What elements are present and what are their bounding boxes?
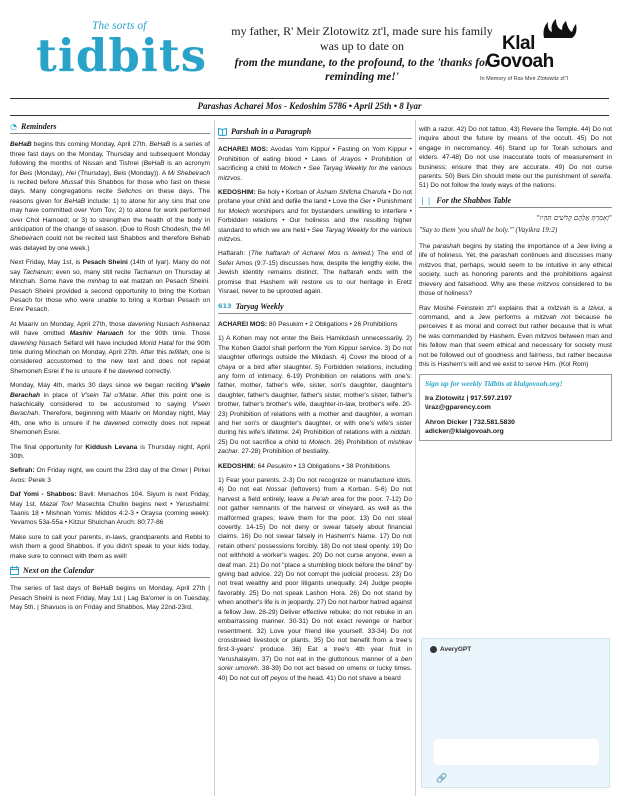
column-right bbox=[419, 125, 612, 441]
text-run: Next Friday, May 1st, is bbox=[10, 259, 83, 267]
paragraph bbox=[10, 443, 210, 462]
paragraph bbox=[10, 490, 210, 528]
column-middle bbox=[218, 125, 412, 688]
text-run: sereifa bbox=[590, 173, 611, 181]
text-run: Mi Shebeirach bbox=[167, 169, 210, 177]
text-run: Pesukim bbox=[266, 462, 293, 470]
contact-email[interactable]: adicker@klalgovoah.org bbox=[425, 427, 504, 435]
text-run: Pesach Sheini bbox=[82, 259, 128, 267]
text-run: between man and his fellow man that seem ethical and necessary for society must not be followed out of goodness and fairness, but rather because this is Hashem's will and we exist to serve Him. (Kol Rom) bbox=[419, 332, 612, 368]
text-run: On Friday night, we count the 23rd day of the bbox=[34, 467, 172, 475]
text-run: begins this coming Monday, April 27th. bbox=[31, 141, 150, 149]
dedication-italic: from the mundane, to the profound, to the 'thanks for reminding me!' bbox=[234, 57, 490, 83]
calendar-header bbox=[10, 566, 210, 578]
text-run: Sefirah: bbox=[10, 467, 35, 475]
text-run: V'sein Berachah bbox=[10, 400, 210, 418]
text-run: for the 90th time during Minchah on Monday, April 27th. After this bbox=[10, 339, 210, 356]
text-run: KEDOSHIM: bbox=[218, 462, 256, 470]
text-run: . 38-39) Do not act based on omens or lucky times. 40) Do not cut off bbox=[218, 665, 412, 682]
sub-rule bbox=[10, 115, 609, 116]
ad-logo bbox=[430, 646, 471, 653]
text-run: Haftarah: ( bbox=[218, 250, 251, 258]
text-run: area for the poor. 7-12) Do not gather remnants of the harvest or vineyard, as well as the malformed grapes; leave them for the poor. 13) Do not steal covertly. 14-15) Do not deny or swear falsely about financial claims. 16) Do not swear falsely in Hashem's Name. 17) Do not retain others' possessions forcibly. 18) Do not steal openly. 19) Do not withhold a worker's wages. 20) Do not curse anyone, even a deaf man. 21) Do not "place a stumbling block before the blind" by giving bad advice. 22) Do not corrupt the judicial process. 23) Do not treat wealthy and poor litigants unequally. 24) Judge people favorably. 25) Do not speak Lashon Hora. 26) Do not stand by when another's life is in jeopardy. 27) Do not harbor hatred against a fellow Jew. 28-29) Deliver effective rebuke; do not rebuke in an embarrassing manner. 30-31) Do not exact revenge or harbor resentment. 32) Love your friend like yourself. 33-34) Do not crossbreed livestock or plants. 35) Do not benefit from a tree's first-3-years' produce. 36) Eat a tree's 4th year fruit in Yerushalayim. 37) Do not eat in the gluttonous manner of a bbox=[218, 495, 412, 663]
paragraph bbox=[218, 188, 412, 244]
text-run: Mazal Tov! bbox=[39, 500, 73, 508]
text-run: • 13 Obligations • 38 Prohibitions bbox=[292, 462, 390, 470]
text-run: 80 Pesukim • 2 Obligations • 26 Prohibitions bbox=[267, 320, 398, 328]
text-run: ends with the promise that Hashem will restore us to our heritage in Eretz Yisrael, never to be uprooted again. bbox=[218, 269, 413, 296]
brand-tagline: The sorts of bbox=[92, 20, 147, 32]
text-run: mitzvos bbox=[419, 261, 442, 269]
contact-email[interactable]: \iraz@gparency.com bbox=[425, 404, 491, 412]
text-run: mitzvos bbox=[534, 332, 558, 340]
text-run: The bbox=[419, 243, 433, 251]
text-run: Arayos bbox=[340, 155, 361, 163]
text-run: Molech bbox=[228, 207, 250, 215]
text-run: • bbox=[301, 165, 309, 173]
signup-link[interactable]: Sign up for weekly Tidbits at klalgovoah.org! bbox=[425, 379, 563, 389]
text-run: . 51) Do not follow the lowly ways of the nations. bbox=[419, 173, 612, 190]
text-run: that, perhaps, would seem to be intuitive in any ethical society, such as honoring parents and the prohibitions against thievery and falsehood. Why are these bbox=[419, 261, 612, 288]
paragraph bbox=[10, 466, 210, 485]
text-run: Omer bbox=[171, 467, 188, 475]
section-title: For the Shabbos Table bbox=[436, 195, 512, 205]
text-run: Daf Yomi - Shabbos: bbox=[10, 491, 77, 499]
text-run: is recited before bbox=[10, 179, 62, 187]
text-run: niddah bbox=[390, 429, 411, 437]
text-run: Morid Hatal bbox=[139, 339, 174, 347]
text-run: Tachanun bbox=[22, 268, 52, 276]
text-run: 64 bbox=[255, 462, 267, 470]
book-icon bbox=[218, 127, 227, 136]
bell-icon: ◔ bbox=[10, 122, 17, 132]
text-run: The final opportunity for bbox=[10, 443, 86, 451]
ad-banner[interactable] bbox=[421, 638, 610, 788]
text-run: continues and discusses many bbox=[518, 252, 612, 260]
text-run: See Taryag Weekly for the various mitzvos. bbox=[218, 165, 412, 182]
text-run: minhag bbox=[87, 278, 110, 286]
candles-icon: ❘❘ bbox=[419, 196, 433, 206]
taryag-badge: 613 bbox=[218, 301, 232, 310]
text-run: mishkav zachar bbox=[218, 438, 412, 456]
logo-name-klal: Klal bbox=[502, 33, 535, 54]
text-run: haftarah bbox=[338, 269, 364, 277]
text-run: considered to be those of holiness? bbox=[419, 280, 612, 298]
text-run: Tachanun bbox=[133, 268, 163, 276]
text-run: ACHAREI MOS: bbox=[218, 146, 269, 154]
text-run: Selichos bbox=[117, 188, 142, 196]
text-run: Kiddush Levana bbox=[85, 443, 138, 451]
text-run: Be holy • Korban of bbox=[255, 189, 317, 197]
logo-name-govoah: Govoah bbox=[486, 51, 554, 72]
paragraph bbox=[218, 320, 412, 329]
paragraph bbox=[10, 584, 210, 612]
contact-line: Ahron Dicker | 732.581.5830 bbox=[425, 418, 515, 426]
text-run: ; even so, many still recite bbox=[51, 268, 134, 276]
flame-logo-icon bbox=[538, 18, 578, 40]
paragraph bbox=[10, 140, 210, 253]
text-run: BeHaB bbox=[64, 197, 86, 205]
text-run: (14th of Iyar). Many do not say bbox=[10, 259, 210, 276]
text-run: Bavli: Menachos 104. Siyum is next Friday, May 1st, bbox=[10, 491, 210, 508]
ad-logo-text: AveryGPT bbox=[440, 646, 472, 653]
parshah-header bbox=[218, 127, 412, 139]
text-run: Molech bbox=[308, 438, 331, 446]
text-run: V'sein Berachah bbox=[10, 382, 210, 399]
text-run: Masechta Chullin begins next • Yerushalmi: Taanis 18 • Mishnah Yomis: Middos 4:2-3 • Oraysa (coming week): Yevamos 53a-55a • Kitzur Shulchan Aruch: 80:77-86 bbox=[10, 500, 211, 527]
text-run: The haftarah of Acharei Mos is leined. bbox=[250, 250, 372, 258]
text-run: , a command, and a Jew performs a bbox=[419, 304, 612, 321]
text-run: Beis bbox=[113, 169, 127, 177]
text-run: The series of fast days of BeHaB begins on Monday, April 27th | Pesach Sheini is next Friday, May 1st | Lag Ba'omer is on Tuesday, May 5th. | Shavuos is on Friday and Shabbos, May 22nd-23rd. bbox=[10, 585, 210, 612]
paragraph bbox=[218, 476, 412, 683]
reminders-header bbox=[10, 122, 210, 134]
text-run: begins by stating the importance of a Jew living a life of holiness. Yet, the bbox=[419, 243, 612, 260]
masthead bbox=[0, 0, 619, 98]
text-run: to eat matzah on Pesach Sheini. Pesach Sheini provided a second opportunity to bring the Korban Pesach for those who were unable to bring a Korban Pesach on Erev Pesach. bbox=[10, 278, 210, 314]
text-run: 1) Fear your parents. 2-3) Do not recognize or manufacture idols. 4) Do not eat bbox=[218, 477, 412, 494]
text-run: davened bbox=[103, 419, 130, 427]
text-run: BeHaB bbox=[10, 141, 32, 149]
calendar-icon bbox=[10, 566, 19, 575]
text-run: ) The end of Sefer Amos (9:7-15) discusses how, despite the lengthy exile, the Jewish identity remains distinct. The bbox=[218, 250, 412, 277]
text-run: ben sorer umoreh bbox=[218, 655, 412, 673]
text-run: peyos bbox=[270, 674, 288, 682]
contact-line: Ira Zlotowitz | 917.597.2197 bbox=[425, 394, 512, 402]
text-run: in place of bbox=[40, 391, 81, 399]
paragraph bbox=[419, 304, 612, 370]
contact-box bbox=[419, 374, 612, 441]
text-run: . After this point one is halachically considered to be accustomed to saying bbox=[10, 391, 210, 408]
text-run: Nossar bbox=[265, 486, 287, 494]
section-title: Next on the Calendar bbox=[23, 566, 94, 576]
top-rule bbox=[10, 98, 609, 99]
paragraph bbox=[218, 145, 412, 183]
section-title: Parshah in a Paragraph bbox=[231, 127, 312, 136]
text-run: Rav Moshe Feinstein zt"l explains that a bbox=[419, 304, 548, 312]
text-run: • Prohibition of sacrificing a child to bbox=[218, 155, 413, 173]
text-run: (Thursday), bbox=[75, 169, 114, 177]
column-divider bbox=[214, 120, 215, 796]
text-run: At Maariv on Monday, April 27th, those bbox=[10, 320, 128, 328]
link-icon[interactable]: 🔗 bbox=[436, 773, 448, 783]
text-run: davened bbox=[117, 367, 144, 375]
text-run: BeHaB bbox=[149, 141, 171, 149]
text-run: Mashiv Haruach bbox=[69, 330, 124, 338]
taryag-header bbox=[218, 302, 412, 314]
paragraph bbox=[10, 320, 210, 376]
text-run: Ger bbox=[360, 198, 372, 206]
text-run: is an acronym for bbox=[10, 160, 210, 177]
text-run: 1) A Kohen may not enter the Beis Hamikdash unnecessarily. 2) The Kohen Gadol shall perform the Yom Kippur service. 3) Do not slaughter offerings outside the Mikdash. 4) Cover the blood of a bbox=[218, 335, 412, 362]
text-run: . Therefore, beginning with Maariv on Monday night, May 4th, one who is unsure if he bbox=[10, 410, 210, 427]
text-run: , one is considered accustomed to the new text and does not repeat Shemoneh Esrei if he is unsure if he bbox=[10, 348, 210, 375]
text-run: . 26) Prohibition of bbox=[330, 438, 388, 446]
verse-translation: "Say to them 'you shall be holy.'" (Vayikra 19:2) bbox=[419, 225, 558, 234]
text-run: davening bbox=[10, 339, 37, 347]
text-run: . 27-28) Prohibition of bestiality. bbox=[237, 448, 330, 456]
paragraph bbox=[10, 381, 210, 437]
text-run: (Monday)). A bbox=[126, 169, 168, 177]
text-run: Nusach Sefard will have included bbox=[36, 339, 140, 347]
text-run: Mi Shebeirach bbox=[10, 226, 210, 243]
text-run: tefillah bbox=[168, 348, 188, 356]
text-run: BeHaB bbox=[143, 160, 165, 168]
section-title: Reminders bbox=[20, 122, 57, 131]
text-run: include: 1) to atone for any sins that one may have committed over Yom Tov; 2) to atone for work performed over Chol Hamoed; or 3) to strengthen the health of the body in anticipation of the change of season. (Due to Rosh Chodesh, the bbox=[10, 197, 210, 234]
text-run: Monday, May 4th, marks 30 days since we began reciting bbox=[10, 382, 191, 390]
section-title: Taryag Weekly bbox=[235, 301, 284, 311]
text-run: davening bbox=[127, 320, 155, 328]
text-run: is Thursday night, April 30th. bbox=[10, 443, 210, 460]
text-run: Make sure to call your parents, in-laws, grandparents and Rebbi to wish them a good Shabbos. If you didn't speak to your kids today, make sure to connect with them as well! bbox=[10, 533, 210, 560]
shabbos-table-header bbox=[419, 196, 612, 208]
text-run: | Pirkei Avos: Perek 3 bbox=[10, 467, 210, 484]
text-run: Pe'ah bbox=[312, 495, 329, 503]
text-run: • Do not profane your child and defile the land • Love the bbox=[218, 189, 412, 206]
text-run: worshipers and for bystanders unwilling to interfere • Forbidden relations • Our holiness and the resulting higher standard to which we are held • bbox=[218, 207, 412, 234]
text-run: correctly does not repeat Shemoneh Esrei. bbox=[10, 419, 210, 437]
paragraph-continued bbox=[419, 125, 612, 191]
text-run: mitzvah bbox=[547, 304, 571, 312]
text-run: of the head. 41) Do not shave a beard bbox=[287, 674, 401, 682]
text-run: is a bbox=[570, 304, 589, 312]
hebrew-verse: "וְאָמַרְתָּ אֲלֵהֶם קְדֹשִׁים תִּהְיוּ" bbox=[536, 214, 612, 223]
text-run: Beis bbox=[19, 169, 33, 177]
paragraph bbox=[419, 242, 612, 298]
text-run: Mussaf bbox=[61, 179, 83, 187]
text-run: parashah bbox=[432, 243, 461, 251]
logo-memorial-text: In Memory of Rav Meir Zlotowitz zt"l bbox=[480, 76, 568, 82]
text-run: correctly. bbox=[143, 367, 172, 375]
paragraph bbox=[218, 249, 412, 296]
ad-input-area[interactable] bbox=[434, 739, 599, 765]
text-run: for the 90th time. Those bbox=[123, 330, 210, 338]
brand-title: tidbits bbox=[36, 29, 208, 82]
parasha-date-line: Parashas Acharei Mos - Kedoshim 5786 • April 25th • 8 Iyar bbox=[197, 101, 422, 111]
text-run: mitzvos bbox=[537, 280, 560, 288]
text-run: (leftovers) from a Korban. 5-6) Do not harvest a field entirely, leave a bbox=[218, 486, 413, 503]
ad-logo-icon bbox=[430, 646, 437, 653]
text-run: Asham Shifcha Charufa bbox=[316, 189, 387, 197]
text-run: Nusach Ashkenaz will have omitted bbox=[10, 320, 210, 338]
paragraph bbox=[218, 462, 412, 471]
text-run: KEDOSHIM: bbox=[218, 189, 256, 197]
text-run: • Punishment for bbox=[218, 198, 412, 215]
text-run: because he perceives it as moral and correct but rather because that is what he was commanded by Hashem. Even bbox=[419, 313, 612, 340]
paragraph bbox=[10, 533, 210, 561]
text-run: parashah bbox=[490, 252, 519, 260]
text-run: Avodas Yom Kippur • Fasting on Yom Kippur • Prohibition of eating blood • Laws of bbox=[218, 146, 412, 163]
text-run: mitzvah not bbox=[533, 313, 571, 321]
text-run: Hei bbox=[66, 169, 76, 177]
text-run: on Thursday at Minchah. Some have the bbox=[10, 268, 210, 286]
text-run: V'sein Tal u'Matar bbox=[80, 391, 137, 399]
column-divider bbox=[415, 120, 416, 796]
text-run: with a razor. 42) Do not tattoo. 43) Revere the Temple. 44) Do not inquire about the future by means of the occult. 45) Do not engage in necromancy. 46) Stand up for Torah scholars and elders. 47-48) Do not use inaccurate tools of measurement in business; ensure that they are accurate. 49) Do not curse parents. 50) Beis Din should mete out the punishment of bbox=[419, 126, 612, 181]
paragraph bbox=[218, 334, 412, 456]
text-run: tzivui bbox=[588, 304, 604, 312]
dedication-text: my father, R' Meir Zlotowitz zt'l, made sure his family was up to date on bbox=[231, 24, 493, 53]
text-run: or a bird after slaughter. 5) Forbidden relations, including any form of intimacy. 6-19) Prohibition on relations with one's: father, mother, father's wife, sister, son's daughter, daughter's daughter, father's daughter, father's sister, mother's sister, father's brother, father's brother's wife, daughter-in-law, brother's wife. 20-23) Prohibition of relations with a mother and daughter, a woman and her son's or daughter's daughter, or with one's wife's sister during his wife's lifetime. 24) Prohibition of relations with a bbox=[218, 363, 412, 437]
text-run: on these days. The reasons given for bbox=[10, 188, 210, 205]
text-run: . 25) Do not sacrifice a child to bbox=[218, 429, 412, 446]
text-run: chaya bbox=[218, 363, 236, 371]
text-run: this Shabbos for those who fast on these days. Many congregations recite bbox=[10, 179, 211, 196]
text-run: is a series of three fast days on the Monday, Thursday and subsequent Monday following the months of Nissan and Tishrei ( bbox=[10, 141, 210, 168]
text-run: See Taryag Weekly for the various mitzvos. bbox=[218, 226, 413, 244]
paragraph bbox=[10, 258, 210, 314]
text-run: (Monday), bbox=[32, 169, 67, 177]
text-run: ACHAREI MOS: bbox=[218, 320, 268, 328]
column-left bbox=[10, 120, 210, 618]
text-run: could not be recited last Shabbos and therefore Behab was delayed by one week.) bbox=[10, 235, 210, 252]
text-run: Molech bbox=[279, 165, 302, 173]
